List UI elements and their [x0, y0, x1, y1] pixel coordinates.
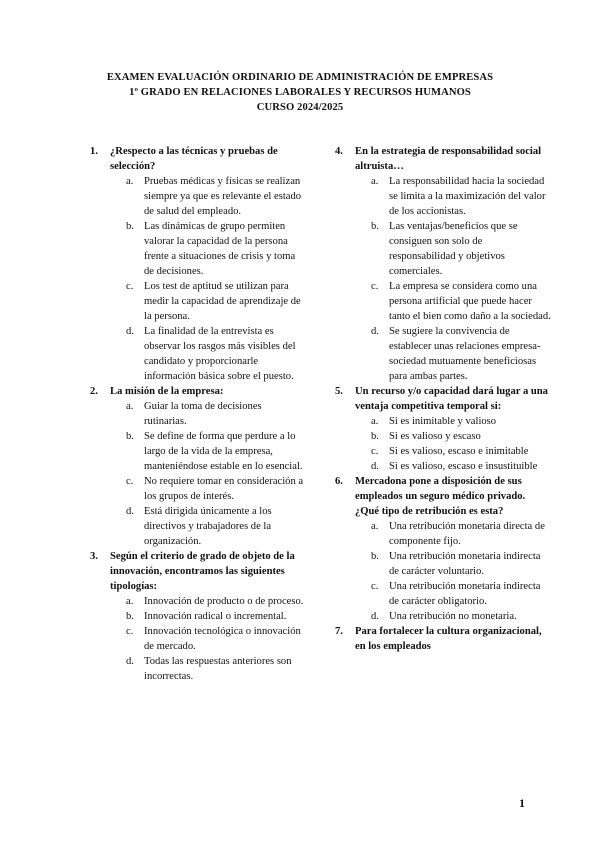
option-a: a. Innovación de producto o de proceso.	[126, 596, 304, 607]
question-text: La misión de la empresa:	[110, 386, 224, 397]
option-b: b. Las dinámicas de grupo permiten valorar la capacidad de la persona frente a situaciones de crisis y toma de decisiones.	[126, 221, 296, 277]
question-number: 2.	[90, 386, 98, 397]
question-number: 4.	[335, 146, 343, 157]
question-2	[90, 384, 306, 549]
page-number: 1	[519, 796, 525, 810]
question-4	[335, 144, 551, 384]
option-c: c. Una retribución monetaria indirecta de carácter obligatorio.	[371, 581, 541, 607]
option-d: d. La finalidad de la entrevista es observar los rasgos más visibles del candidato y proporcionarle información básica sobre el puesto.	[126, 326, 296, 382]
question-6	[335, 474, 551, 624]
question-3	[90, 549, 306, 684]
option-b: b. Se define de forma que perdure a lo largo de la vida de la empresa, manteniéndose estable en lo esencial.	[126, 431, 303, 472]
question-text: Mercadona pone a disposición de sus empleados un seguro médico privado. ¿Qué tipo de retribución es esta?	[355, 476, 526, 517]
question-number: 6.	[335, 476, 343, 487]
question-text: Según el criterio de grado de objeto de la innovación, encontramos las siguientes tipologías:	[110, 551, 295, 592]
option-c: c. Los test de aptitud se utilizan para medir la capacidad de aprendizaje de la persona.	[126, 281, 301, 322]
option-a: a. Pruebas médicas y físicas se realizan siempre ya que es relevante el estado de salud del empleado.	[126, 176, 302, 217]
option-d: d. Está dirigida únicamente a los directivos y trabajadores de la organización.	[126, 506, 272, 547]
option-d: d. Todas las respuestas anteriores son incorrectas.	[126, 656, 292, 682]
option-b: b. Una retribución monetaria indirecta de carácter voluntario.	[371, 551, 541, 577]
left-column	[90, 144, 306, 684]
exam-header	[0, 70, 600, 115]
question-number: 5.	[335, 386, 343, 397]
option-b: b. Si es valioso y escaso	[371, 431, 481, 442]
question-text: Para fortalecer la cultura organizacional, en los empleados	[355, 626, 542, 652]
option-c: c. No requiere tomar en consideración a los grupos de interés.	[126, 476, 304, 502]
question-number: 3.	[90, 551, 98, 562]
question-number: 7.	[335, 626, 343, 637]
right-column	[335, 144, 551, 654]
question-7	[335, 624, 551, 654]
option-a: a. La responsabilidad hacia la sociedad se limita a la maximización del valor de los accionistas.	[371, 176, 546, 217]
question-text: ¿Respecto a las técnicas y pruebas de selección?	[110, 146, 278, 172]
option-d: d. Se sugiere la convivencia de establecer unas relaciones empresa-sociedad mutuamente beneficiosas para ambas partes.	[371, 326, 541, 382]
question-5	[335, 384, 551, 474]
option-a: a. Si es inimitable y valioso	[371, 416, 497, 427]
header-degree: 1º GRADO EN RELACIONES LABORALES Y RECURSOS HUMANOS	[129, 87, 471, 98]
option-c: c. Si es valioso, escaso e inimitable	[371, 446, 529, 457]
question-text: En la estrategia de responsabilidad social altruista…	[355, 146, 542, 172]
option-b: b. Innovación radical o incremental.	[126, 611, 287, 622]
option-d: d. Una retribución no monetaria.	[371, 611, 517, 622]
option-c: c. La empresa se considera como una persona artificial que puede hacer tanto el bien como daño a la sociedad.	[371, 281, 551, 322]
option-a: a. Guiar la toma de decisiones rutinarias.	[126, 401, 262, 427]
header-title: EXAMEN EVALUACIÓN ORDINARIO DE ADMINISTRACIÓN DE EMPRESAS	[106, 72, 494, 83]
question-text: Un recurso y/o capacidad dará lugar a una ventaja competitiva temporal si:	[355, 386, 548, 412]
question-1	[90, 144, 306, 384]
option-d: d. Si es valioso, escaso e insustituible	[371, 461, 538, 472]
option-b: b. Las ventajas/beneficios que se consiguen son solo de responsabilidad y objetivos comerciales.	[371, 221, 518, 277]
option-a: a. Una retribución monetaria directa de componente fijo.	[371, 521, 545, 547]
header-course: CURSO 2024/2025	[256, 102, 344, 113]
option-c: c. Innovación tecnológica o innovación de mercado.	[126, 626, 301, 652]
question-number: 1.	[90, 146, 98, 157]
